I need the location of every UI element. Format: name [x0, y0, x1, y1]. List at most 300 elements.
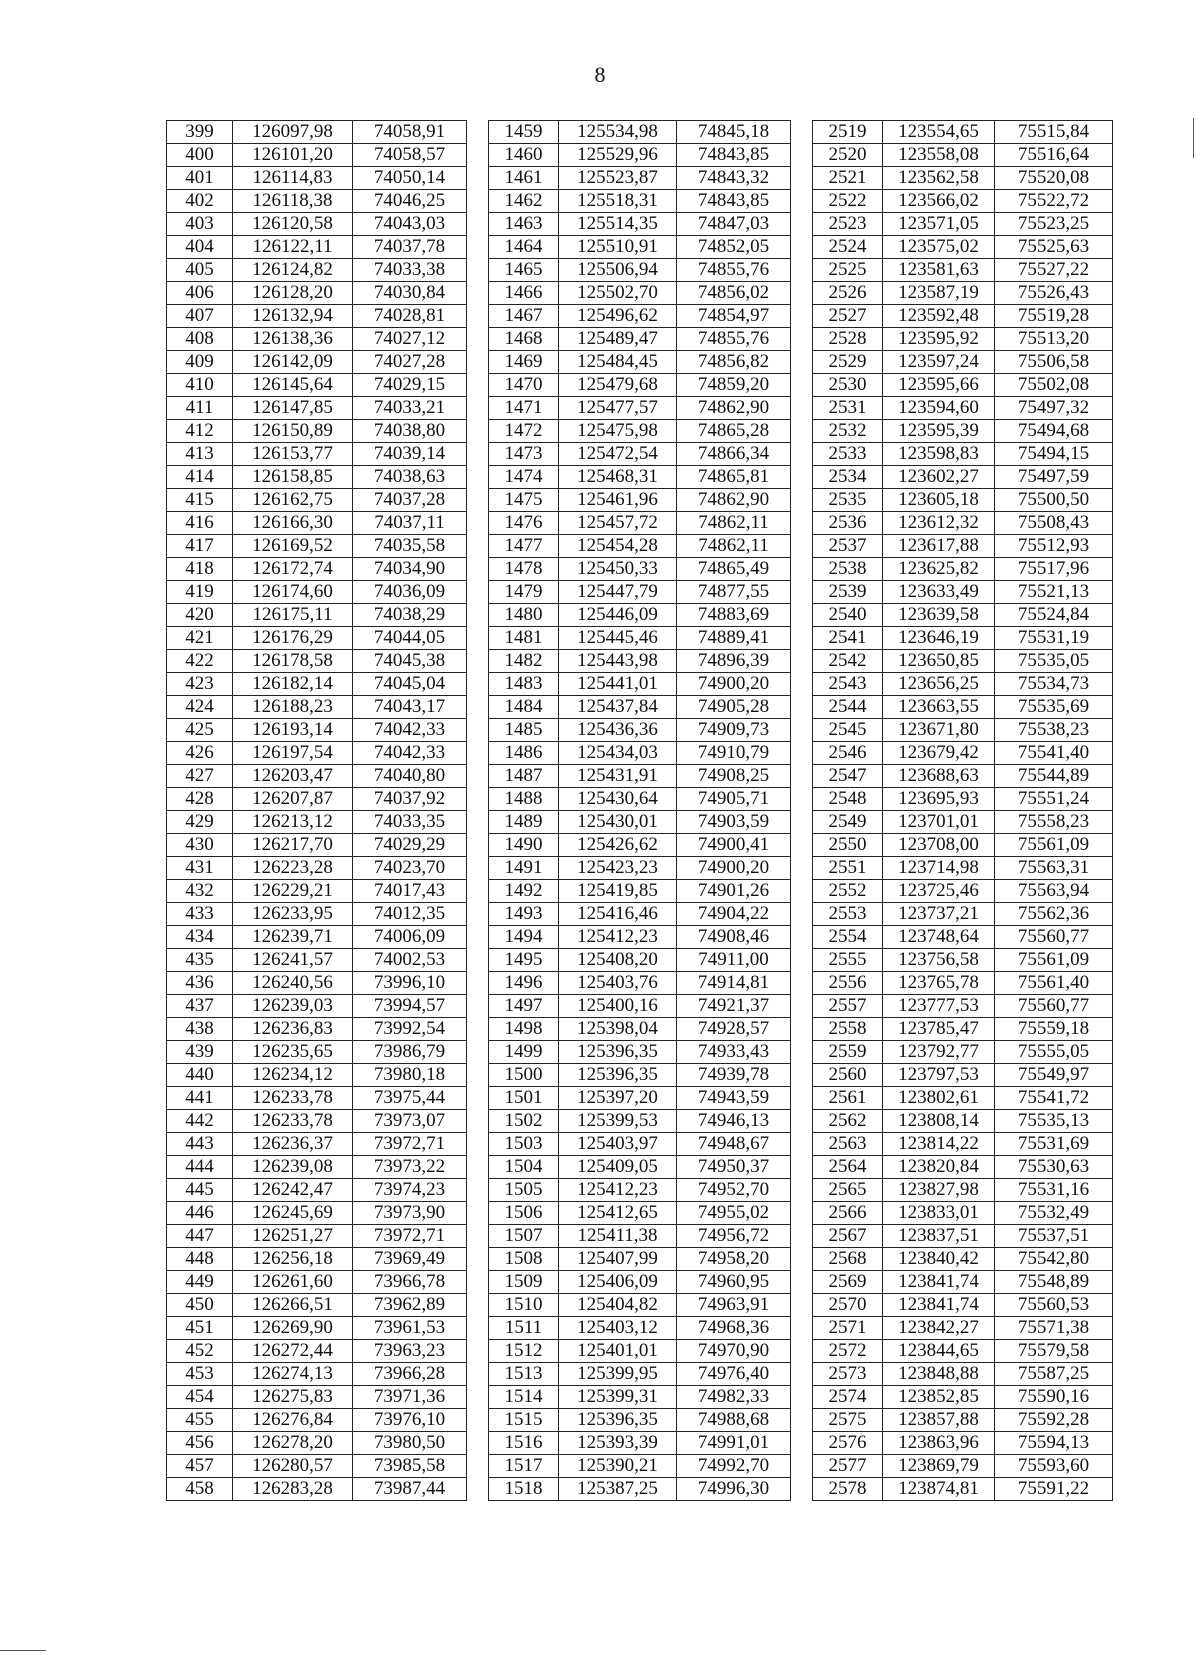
table-row — [167, 144, 1113, 167]
point-number-cell: 414 — [167, 466, 233, 489]
y-coordinate-cell: 73980,50 — [353, 1432, 467, 1455]
y-coordinate-cell: 75544,89 — [995, 765, 1113, 788]
x-coordinate-cell: 125436,36 — [559, 719, 677, 742]
y-coordinate-cell: 75519,28 — [995, 305, 1113, 328]
x-coordinate-cell: 125502,70 — [559, 282, 677, 305]
x-coordinate-cell: 123701,01 — [883, 811, 995, 834]
point-number-cell: 2537 — [813, 535, 883, 558]
y-coordinate-cell: 75517,96 — [995, 558, 1113, 581]
y-coordinate-cell: 75590,16 — [995, 1386, 1113, 1409]
x-coordinate-cell: 126150,89 — [233, 420, 353, 443]
point-number-cell: 1502 — [489, 1110, 559, 1133]
y-coordinate-cell: 75594,13 — [995, 1432, 1113, 1455]
point-number-cell: 455 — [167, 1409, 233, 1432]
y-coordinate-cell: 74958,20 — [677, 1248, 791, 1271]
y-coordinate-cell: 75541,72 — [995, 1087, 1113, 1110]
x-coordinate-cell: 126245,69 — [233, 1202, 353, 1225]
column-gap — [791, 374, 813, 397]
point-number-cell: 1476 — [489, 512, 559, 535]
x-coordinate-cell: 126120,58 — [233, 213, 353, 236]
x-coordinate-cell: 125523,87 — [559, 167, 677, 190]
point-number-cell: 2529 — [813, 351, 883, 374]
y-coordinate-cell: 75541,40 — [995, 742, 1113, 765]
x-coordinate-cell: 125423,23 — [559, 857, 677, 880]
table-row — [167, 1064, 1113, 1087]
column-gap — [791, 1409, 813, 1432]
x-coordinate-cell: 123663,55 — [883, 696, 995, 719]
point-number-cell: 404 — [167, 236, 233, 259]
y-coordinate-cell: 74017,43 — [353, 880, 467, 903]
point-number-cell: 425 — [167, 719, 233, 742]
x-coordinate-cell: 123656,25 — [883, 673, 995, 696]
x-coordinate-cell: 125446,09 — [559, 604, 677, 627]
column-gap — [791, 1018, 813, 1041]
table-row — [167, 1271, 1113, 1294]
column-gap — [791, 167, 813, 190]
x-coordinate-cell: 126203,47 — [233, 765, 353, 788]
x-coordinate-cell: 123633,49 — [883, 581, 995, 604]
point-number-cell: 2541 — [813, 627, 883, 650]
y-coordinate-cell: 74883,69 — [677, 604, 791, 627]
point-number-cell: 2531 — [813, 397, 883, 420]
y-coordinate-cell: 73972,71 — [353, 1225, 467, 1248]
y-coordinate-cell: 73961,53 — [353, 1317, 467, 1340]
y-coordinate-cell: 75561,09 — [995, 949, 1113, 972]
column-gap — [467, 282, 489, 305]
y-coordinate-cell: 74903,59 — [677, 811, 791, 834]
x-coordinate-cell: 125390,21 — [559, 1455, 677, 1478]
column-gap — [791, 788, 813, 811]
x-coordinate-cell: 126132,94 — [233, 305, 353, 328]
x-coordinate-cell: 125408,20 — [559, 949, 677, 972]
x-coordinate-cell: 123650,85 — [883, 650, 995, 673]
column-gap — [467, 489, 489, 512]
point-number-cell: 449 — [167, 1271, 233, 1294]
column-gap — [467, 903, 489, 926]
point-number-cell: 417 — [167, 535, 233, 558]
column-gap — [467, 1110, 489, 1133]
point-number-cell: 1517 — [489, 1455, 559, 1478]
y-coordinate-cell: 75532,49 — [995, 1202, 1113, 1225]
column-gap — [791, 190, 813, 213]
y-coordinate-cell: 75525,63 — [995, 236, 1113, 259]
x-coordinate-cell: 126283,28 — [233, 1478, 353, 1501]
point-number-cell: 412 — [167, 420, 233, 443]
column-gap — [467, 949, 489, 972]
y-coordinate-cell: 74968,36 — [677, 1317, 791, 1340]
y-coordinate-cell: 74038,63 — [353, 466, 467, 489]
point-number-cell: 427 — [167, 765, 233, 788]
y-coordinate-cell: 74037,78 — [353, 236, 467, 259]
y-coordinate-cell: 74034,90 — [353, 558, 467, 581]
point-number-cell: 1469 — [489, 351, 559, 374]
y-coordinate-cell: 74855,76 — [677, 259, 791, 282]
x-coordinate-cell: 125454,28 — [559, 535, 677, 558]
point-number-cell: 1480 — [489, 604, 559, 627]
table-row — [167, 259, 1113, 282]
x-coordinate-cell: 126188,23 — [233, 696, 353, 719]
column-gap — [791, 1248, 813, 1271]
point-number-cell: 411 — [167, 397, 233, 420]
column-gap — [467, 558, 489, 581]
table-row — [167, 1478, 1113, 1501]
table-row — [167, 167, 1113, 190]
y-coordinate-cell: 74982,33 — [677, 1386, 791, 1409]
x-coordinate-cell: 125514,35 — [559, 213, 677, 236]
table-row — [167, 190, 1113, 213]
point-number-cell: 2574 — [813, 1386, 883, 1409]
column-gap — [791, 926, 813, 949]
x-coordinate-cell: 126275,83 — [233, 1386, 353, 1409]
table-row — [167, 949, 1113, 972]
y-coordinate-cell: 75506,58 — [995, 351, 1113, 374]
y-coordinate-cell: 73975,44 — [353, 1087, 467, 1110]
x-coordinate-cell: 125412,23 — [559, 926, 677, 949]
y-coordinate-cell: 74896,39 — [677, 650, 791, 673]
x-coordinate-cell: 123827,98 — [883, 1179, 995, 1202]
x-coordinate-cell: 126162,75 — [233, 489, 353, 512]
table-row — [167, 696, 1113, 719]
x-coordinate-cell: 125426,62 — [559, 834, 677, 857]
y-coordinate-cell: 75560,77 — [995, 995, 1113, 1018]
y-coordinate-cell: 74904,22 — [677, 903, 791, 926]
table-row — [167, 1018, 1113, 1041]
x-coordinate-cell: 126272,44 — [233, 1340, 353, 1363]
y-coordinate-cell: 74023,70 — [353, 857, 467, 880]
column-gap — [791, 903, 813, 926]
y-coordinate-cell: 74038,29 — [353, 604, 467, 627]
column-gap — [791, 1340, 813, 1363]
x-coordinate-cell: 126274,13 — [233, 1363, 353, 1386]
column-gap — [791, 880, 813, 903]
point-number-cell: 1487 — [489, 765, 559, 788]
column-gap — [791, 1202, 813, 1225]
y-coordinate-cell: 73985,58 — [353, 1455, 467, 1478]
column-gap — [467, 834, 489, 857]
table-row — [167, 420, 1113, 443]
x-coordinate-cell: 123595,92 — [883, 328, 995, 351]
y-coordinate-cell: 75530,63 — [995, 1156, 1113, 1179]
x-coordinate-cell: 123848,88 — [883, 1363, 995, 1386]
point-number-cell: 2536 — [813, 512, 883, 535]
x-coordinate-cell: 125430,64 — [559, 788, 677, 811]
y-coordinate-cell: 73963,23 — [353, 1340, 467, 1363]
point-number-cell: 2551 — [813, 857, 883, 880]
y-coordinate-cell: 75560,53 — [995, 1294, 1113, 1317]
column-gap — [791, 443, 813, 466]
y-coordinate-cell: 74933,43 — [677, 1041, 791, 1064]
point-number-cell: 407 — [167, 305, 233, 328]
y-coordinate-cell: 75579,58 — [995, 1340, 1113, 1363]
x-coordinate-cell: 123852,85 — [883, 1386, 995, 1409]
column-gap — [791, 213, 813, 236]
table-row — [167, 535, 1113, 558]
y-coordinate-cell: 75555,05 — [995, 1041, 1113, 1064]
column-gap — [791, 742, 813, 765]
point-number-cell: 1460 — [489, 144, 559, 167]
column-gap — [467, 328, 489, 351]
x-coordinate-cell: 123820,84 — [883, 1156, 995, 1179]
y-coordinate-cell: 74862,90 — [677, 489, 791, 512]
y-coordinate-cell: 74991,01 — [677, 1432, 791, 1455]
column-gap — [467, 604, 489, 627]
table-row — [167, 903, 1113, 926]
column-gap — [791, 765, 813, 788]
y-coordinate-cell: 75516,64 — [995, 144, 1113, 167]
y-coordinate-cell: 75513,20 — [995, 328, 1113, 351]
y-coordinate-cell: 74914,81 — [677, 972, 791, 995]
point-number-cell: 403 — [167, 213, 233, 236]
y-coordinate-cell: 75521,13 — [995, 581, 1113, 604]
table-row — [167, 1087, 1113, 1110]
point-number-cell: 2530 — [813, 374, 883, 397]
point-number-cell: 2522 — [813, 190, 883, 213]
column-gap — [467, 1271, 489, 1294]
column-gap — [467, 1087, 489, 1110]
x-coordinate-cell: 123602,27 — [883, 466, 995, 489]
column-gap — [467, 190, 489, 213]
x-coordinate-cell: 125397,20 — [559, 1087, 677, 1110]
column-gap — [791, 305, 813, 328]
column-gap — [791, 696, 813, 719]
column-gap — [791, 1225, 813, 1248]
point-number-cell: 2565 — [813, 1179, 883, 1202]
x-coordinate-cell: 125468,31 — [559, 466, 677, 489]
column-gap — [791, 144, 813, 167]
x-coordinate-cell: 123841,74 — [883, 1271, 995, 1294]
y-coordinate-cell: 74039,14 — [353, 443, 467, 466]
x-coordinate-cell: 123612,32 — [883, 512, 995, 535]
x-coordinate-cell: 125396,35 — [559, 1409, 677, 1432]
point-number-cell: 2556 — [813, 972, 883, 995]
point-number-cell: 2566 — [813, 1202, 883, 1225]
x-coordinate-cell: 125401,01 — [559, 1340, 677, 1363]
column-gap — [791, 811, 813, 834]
column-gap — [467, 144, 489, 167]
y-coordinate-cell: 75537,51 — [995, 1225, 1113, 1248]
y-coordinate-cell: 74027,12 — [353, 328, 467, 351]
x-coordinate-cell: 123558,08 — [883, 144, 995, 167]
y-coordinate-cell: 74952,70 — [677, 1179, 791, 1202]
y-coordinate-cell: 74900,20 — [677, 857, 791, 880]
table-row — [167, 604, 1113, 627]
point-number-cell: 1484 — [489, 696, 559, 719]
table-row — [167, 1317, 1113, 1340]
x-coordinate-cell: 126153,77 — [233, 443, 353, 466]
x-coordinate-cell: 125430,01 — [559, 811, 677, 834]
y-coordinate-cell: 74027,28 — [353, 351, 467, 374]
column-gap — [467, 995, 489, 1018]
column-gap — [791, 397, 813, 420]
column-gap — [467, 1041, 489, 1064]
point-number-cell: 406 — [167, 282, 233, 305]
y-coordinate-cell: 73994,57 — [353, 995, 467, 1018]
y-coordinate-cell: 75500,50 — [995, 489, 1113, 512]
x-coordinate-cell: 126233,95 — [233, 903, 353, 926]
y-coordinate-cell: 75538,23 — [995, 719, 1113, 742]
point-number-cell: 2572 — [813, 1340, 883, 1363]
x-coordinate-cell: 126233,78 — [233, 1110, 353, 1133]
x-coordinate-cell: 126207,87 — [233, 788, 353, 811]
x-coordinate-cell: 126266,51 — [233, 1294, 353, 1317]
point-number-cell: 1465 — [489, 259, 559, 282]
x-coordinate-cell: 125489,47 — [559, 328, 677, 351]
column-gap — [467, 1018, 489, 1041]
column-gap — [791, 489, 813, 512]
y-coordinate-cell: 74943,59 — [677, 1087, 791, 1110]
table-row — [167, 1294, 1113, 1317]
point-number-cell: 423 — [167, 673, 233, 696]
x-coordinate-cell: 123595,66 — [883, 374, 995, 397]
y-coordinate-cell: 74033,35 — [353, 811, 467, 834]
point-number-cell: 2523 — [813, 213, 883, 236]
y-coordinate-cell: 75591,22 — [995, 1478, 1113, 1501]
point-number-cell: 2528 — [813, 328, 883, 351]
x-coordinate-cell: 126278,20 — [233, 1432, 353, 1455]
y-coordinate-cell: 74040,80 — [353, 765, 467, 788]
x-coordinate-cell: 123837,51 — [883, 1225, 995, 1248]
y-coordinate-cell: 75508,43 — [995, 512, 1113, 535]
y-coordinate-cell: 75560,77 — [995, 926, 1113, 949]
y-coordinate-cell: 74939,78 — [677, 1064, 791, 1087]
column-gap — [467, 236, 489, 259]
point-number-cell: 2560 — [813, 1064, 883, 1087]
x-coordinate-cell: 126223,28 — [233, 857, 353, 880]
point-number-cell: 1485 — [489, 719, 559, 742]
column-gap — [791, 1064, 813, 1087]
point-number-cell: 2539 — [813, 581, 883, 604]
y-coordinate-cell: 74960,95 — [677, 1271, 791, 1294]
column-gap — [791, 1179, 813, 1202]
point-number-cell: 2569 — [813, 1271, 883, 1294]
x-coordinate-cell: 126276,84 — [233, 1409, 353, 1432]
point-number-cell: 410 — [167, 374, 233, 397]
table-row — [167, 1432, 1113, 1455]
column-gap — [791, 1041, 813, 1064]
x-coordinate-cell: 126175,11 — [233, 604, 353, 627]
column-gap — [467, 1409, 489, 1432]
x-coordinate-cell: 126235,65 — [233, 1041, 353, 1064]
column-gap — [467, 121, 489, 144]
x-coordinate-cell: 125484,45 — [559, 351, 677, 374]
y-coordinate-cell: 73992,54 — [353, 1018, 467, 1041]
column-gap — [791, 1087, 813, 1110]
point-number-cell: 458 — [167, 1478, 233, 1501]
point-number-cell: 436 — [167, 972, 233, 995]
x-coordinate-cell: 126256,18 — [233, 1248, 353, 1271]
point-number-cell: 409 — [167, 351, 233, 374]
y-coordinate-cell: 74845,18 — [677, 121, 791, 144]
y-coordinate-cell: 74029,29 — [353, 834, 467, 857]
y-coordinate-cell: 74043,17 — [353, 696, 467, 719]
y-coordinate-cell: 74905,71 — [677, 788, 791, 811]
x-coordinate-cell: 123863,96 — [883, 1432, 995, 1455]
point-number-cell: 446 — [167, 1202, 233, 1225]
x-coordinate-cell: 123737,21 — [883, 903, 995, 926]
column-gap — [791, 1110, 813, 1133]
column-gap — [467, 1179, 489, 1202]
y-coordinate-cell: 75494,68 — [995, 420, 1113, 443]
y-coordinate-cell: 75561,09 — [995, 834, 1113, 857]
column-gap — [467, 765, 489, 788]
y-coordinate-cell: 73996,10 — [353, 972, 467, 995]
column-gap — [467, 788, 489, 811]
point-number-cell: 432 — [167, 880, 233, 903]
y-coordinate-cell: 74856,82 — [677, 351, 791, 374]
y-coordinate-cell: 75524,84 — [995, 604, 1113, 627]
x-coordinate-cell: 123708,00 — [883, 834, 995, 857]
point-number-cell: 2519 — [813, 121, 883, 144]
page-number: 8 — [594, 62, 606, 87]
y-coordinate-cell: 75534,73 — [995, 673, 1113, 696]
point-number-cell: 443 — [167, 1133, 233, 1156]
column-gap — [467, 1478, 489, 1501]
y-coordinate-cell: 74988,68 — [677, 1409, 791, 1432]
point-number-cell: 1477 — [489, 535, 559, 558]
column-gap — [467, 351, 489, 374]
point-number-cell: 400 — [167, 144, 233, 167]
x-coordinate-cell: 125409,05 — [559, 1156, 677, 1179]
y-coordinate-cell: 74854,97 — [677, 305, 791, 328]
table-row — [167, 213, 1113, 236]
column-gap — [791, 834, 813, 857]
y-coordinate-cell: 74900,41 — [677, 834, 791, 857]
point-number-cell: 426 — [167, 742, 233, 765]
y-coordinate-cell: 74900,20 — [677, 673, 791, 696]
point-number-cell: 2532 — [813, 420, 883, 443]
y-coordinate-cell: 74855,76 — [677, 328, 791, 351]
point-number-cell: 2575 — [813, 1409, 883, 1432]
point-number-cell: 444 — [167, 1156, 233, 1179]
column-gap — [791, 1363, 813, 1386]
point-number-cell: 1463 — [489, 213, 559, 236]
column-gap — [467, 305, 489, 328]
scan-edge-mark — [1193, 118, 1194, 158]
column-gap — [791, 466, 813, 489]
point-number-cell: 421 — [167, 627, 233, 650]
column-gap — [791, 1133, 813, 1156]
column-gap — [467, 719, 489, 742]
y-coordinate-cell: 74006,09 — [353, 926, 467, 949]
y-coordinate-cell: 74043,03 — [353, 213, 467, 236]
y-coordinate-cell: 75559,18 — [995, 1018, 1113, 1041]
y-coordinate-cell: 75494,15 — [995, 443, 1113, 466]
column-gap — [467, 535, 489, 558]
x-coordinate-cell: 126118,38 — [233, 190, 353, 213]
x-coordinate-cell: 123646,19 — [883, 627, 995, 650]
x-coordinate-cell: 123594,60 — [883, 397, 995, 420]
x-coordinate-cell: 126193,14 — [233, 719, 353, 742]
y-coordinate-cell: 74908,25 — [677, 765, 791, 788]
point-number-cell: 422 — [167, 650, 233, 673]
column-gap — [791, 949, 813, 972]
y-coordinate-cell: 74889,41 — [677, 627, 791, 650]
y-coordinate-cell: 74045,04 — [353, 673, 467, 696]
y-coordinate-cell: 74956,72 — [677, 1225, 791, 1248]
y-coordinate-cell: 74865,28 — [677, 420, 791, 443]
x-coordinate-cell: 126174,60 — [233, 581, 353, 604]
x-coordinate-cell: 123587,19 — [883, 282, 995, 305]
y-coordinate-cell: 74030,84 — [353, 282, 467, 305]
x-coordinate-cell: 125457,72 — [559, 512, 677, 535]
point-number-cell: 2571 — [813, 1317, 883, 1340]
table-row — [167, 443, 1113, 466]
y-coordinate-cell: 74970,90 — [677, 1340, 791, 1363]
y-coordinate-cell: 75593,60 — [995, 1455, 1113, 1478]
point-number-cell: 2548 — [813, 788, 883, 811]
y-coordinate-cell: 74033,21 — [353, 397, 467, 420]
x-coordinate-cell: 126142,09 — [233, 351, 353, 374]
